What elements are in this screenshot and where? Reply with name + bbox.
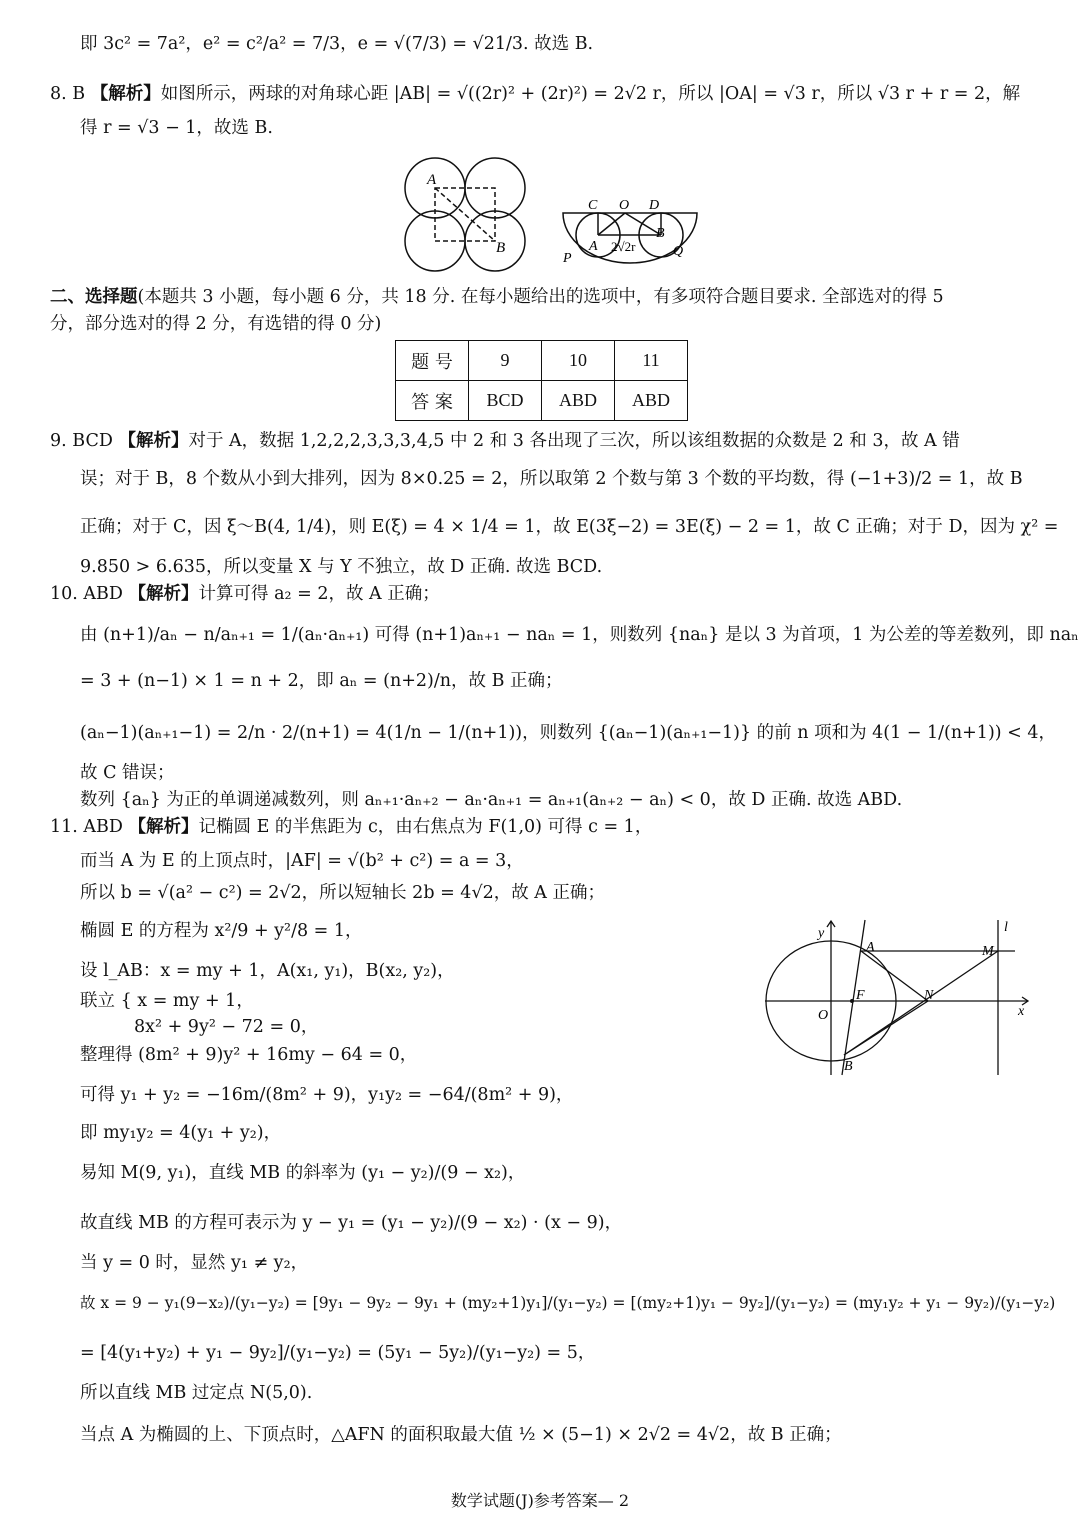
text-line: 联立 { x = my + 1， [80, 991, 254, 1011]
text-line: 记椭圆 E 的半焦距为 c，由右焦点为 F(1,0) 可得 c = 1， [198, 817, 653, 837]
section-desc-line-2: 分，部分选对的得 2 分，有选错的得 0 分) [50, 314, 382, 334]
text-line: 所以 b = √(a² − c²) = 2√2，所以短轴长 2b = 4√2，故 A 正确； [80, 883, 605, 903]
table-cell: BCD [469, 381, 542, 421]
text-line: 对于 A，数据 1,2,2,2,3,3,3,4,5 中 2 和 3 各出现了三次，所以该组数据的众数是 2 和 3，故 A 错 [188, 431, 960, 451]
label-o: O [619, 198, 630, 213]
table-row [396, 381, 688, 421]
hemisphere-figure [555, 193, 705, 268]
label-b: B [656, 226, 665, 241]
question-9-line-1 [50, 430, 960, 452]
question-number: 10. ABD [50, 584, 123, 604]
label-b: B [496, 240, 506, 256]
label-f: F [856, 988, 865, 1003]
question-8-line-1 [50, 83, 1020, 105]
text-line: 得 r = √3 − 1，故选 B. [80, 118, 273, 138]
segment-ao [598, 213, 625, 235]
text-line: 计算可得 a₂ = 2，故 A 正确； [198, 584, 440, 604]
label-y: y [818, 926, 825, 941]
label-x: x [1018, 1004, 1025, 1019]
label-a: A [866, 940, 875, 955]
text-line: 而当 A 为 E 的上顶点时，|AF| = √(b² + c²) = a = 3， [80, 851, 524, 871]
label-b: B [844, 1059, 853, 1074]
label-q: Q [673, 244, 684, 259]
text-line: 9.850 > 6.635，所以变量 X 与 Y 不独立，故 D 正确. 故选 BCD. [80, 557, 603, 577]
four-spheres-figure [403, 153, 533, 273]
section-title: 二、选择题 [50, 287, 138, 307]
text-line: 误；对于 B，8 个数从小到大排列，因为 8×0.25 = 2，所以取第 2 个数与第 3 个数的平均数，得 (−1+3)/2 = 1，故 B [80, 469, 1023, 489]
label-l: l [1004, 920, 1008, 935]
question-number: 11. ABD [50, 817, 123, 837]
text-line: 故 x = 9 − y₁(9−x₂)/(y₁−y₂) = [9y₁ − 9y₂ − 9y₁ + (my₂+1)y₁]/(y₁−y₂) = [(my₂+1)y₁ − 9y₂]/(y₁−y₂) = (my₁y₂ + y₁ − 9y₂)/(y₁−y₂) [80, 1294, 1056, 1312]
question-number: 8. B [50, 84, 86, 104]
table-cell: ABD [542, 381, 615, 421]
line-an [861, 951, 928, 1001]
table-row [396, 341, 688, 381]
ellipse-figure [760, 915, 1040, 1080]
label-o: O [818, 1008, 829, 1023]
text-line: 故 C 错误； [80, 763, 175, 783]
page-footer: 数学试题(J)参考答案— 2 [450, 1491, 630, 1510]
text-line: 整理得 (8m² + 9)y² + 16my − 64 = 0， [80, 1045, 418, 1065]
text-line: 所以直线 MB 过定点 N(5,0). [80, 1383, 313, 1403]
text-line: 数列 {aₙ} 为正的单调递减数列，则 aₙ₊₁·aₙ₊₂ − aₙ·aₙ₊₁ = aₙ₊₁(aₙ₊₂ − aₙ) < 0，故 D 正确. 故选 ABD. [80, 790, 903, 810]
label-a: A [427, 172, 437, 188]
label-p: P [563, 251, 572, 266]
table-cell: ABD [615, 381, 688, 421]
text-line: 当点 A 为椭圆的上、下顶点时，△AFN 的面积取最大值 ½ × (5−1) × 2√2 = 4√2，故 B 正确； [80, 1425, 842, 1445]
table-cell: 11 [615, 341, 688, 381]
text-line: 椭圆 E 的方程为 x²/9 + y²/8 = 1， [80, 921, 363, 941]
text-line: = 3 + (n−1) × 1 = n + 2，即 aₙ = (n+2)/n，故 B 正确； [80, 671, 563, 691]
text-line: 即 my₁y₂ = 4(y₁ + y₂)， [80, 1123, 282, 1143]
focus-point [850, 999, 854, 1003]
table-header-cell: 题 号 [396, 341, 469, 381]
analysis-tag: 【解析】 [90, 84, 161, 104]
section-desc: (本题共 3 小题，每小题 6 分，共 18 分. 在每小题给出的选项中，有多项符合题目要求. 全部选对的得 5 [137, 287, 944, 307]
distance-label: 2√2r [611, 239, 636, 254]
text-line: 故直线 MB 的方程可表示为 y − y₁ = (y₁ − y₂)/(9 − x₂) · (x − 9)， [80, 1213, 623, 1233]
label-a: A [589, 239, 598, 254]
text-line: 当 y = 0 时，显然 y₁ ≠ y₂， [80, 1253, 309, 1273]
table-cell: 10 [542, 341, 615, 381]
label-m: M [982, 944, 994, 959]
text-line: 8x² + 9y² − 72 = 0， [134, 1017, 319, 1037]
question-11-line-1 [50, 816, 652, 838]
text-line: 由 (n+1)/aₙ − n/aₙ₊₁ = 1/(aₙ·aₙ₊₁) 可得 (n+1)aₙ₊₁ − naₙ = 1，则数列 {naₙ} 是以 3 为首项，1 为公差的等差数列，即 naₙ [80, 625, 1079, 645]
diagonal-ab [435, 188, 495, 241]
answer-table [395, 340, 688, 421]
text-line: 可得 y₁ + y₂ = −16m/(8m² + 9)，y₁y₂ = −64/(8m² + 9)， [80, 1085, 574, 1105]
question-10-line-1 [50, 583, 440, 605]
table-cell: 9 [469, 341, 542, 381]
text-line: (aₙ−1)(aₙ₊₁−1) = 2/n · 2/(n+1) = 4(1/n − 1/(n+1))，则数列 {(aₙ−1)(aₙ₊₁−1)} 的前 n 项和为 4(1 − 1/(n+1)) < 4， [80, 723, 1057, 743]
analysis-tag: 【解析】 [128, 584, 199, 604]
text-line: 设 l_AB：x = my + 1，A(x₁, y₁)，B(x₂, y₂)， [80, 961, 455, 981]
text-line: = [4(y₁+y₂) + y₁ − 9y₂]/(y₁−y₂) = (5y₁ − 5y₂)/(y₁−y₂) = 5， [80, 1343, 596, 1363]
label-c: C [588, 198, 598, 213]
analysis-tag: 【解析】 [118, 431, 189, 451]
question-number: 9. BCD [50, 431, 113, 451]
text-line: 如图所示，两球的对角球心距 |AB| = √((2r)² + (2r)²) = 2√2 r，所以 |OA| = √3 r，所以 √3 r + r = 2，解 [160, 84, 1021, 104]
analysis-tag: 【解析】 [128, 817, 199, 837]
text-line: 正确；对于 C，因 ξ～B(4, 1/4)，则 E(ξ) = 4 × 1/4 = 1，故 E(3ξ−2) = 3E(ξ) − 2 = 1，故 C 正确；对于 D，因为 χ² = [80, 517, 1059, 537]
text-line: 即 3c² = 7a²，e² = c²/a² = 7/3，e = √(7/3) = √21/3. 故选 B. [80, 34, 594, 54]
section-2-heading [50, 286, 944, 308]
line-bn [844, 1001, 928, 1055]
text-line: 易知 M(9, y₁)，直线 MB 的斜率为 (y₁ − y₂)/(9 − x₂)， [80, 1163, 526, 1183]
label-d: D [649, 198, 660, 213]
table-header-cell: 答 案 [396, 381, 469, 421]
label-n: N [924, 988, 934, 1003]
